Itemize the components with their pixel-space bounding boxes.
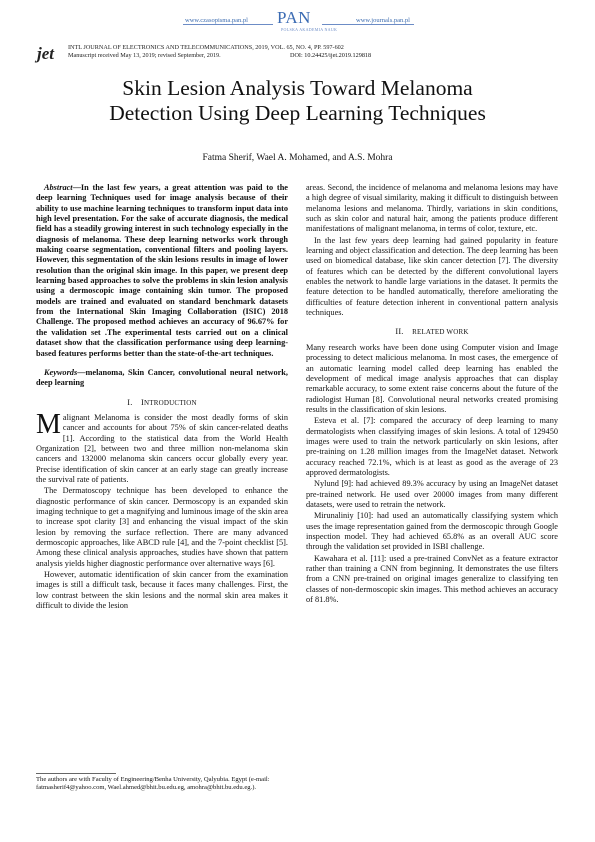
abstract-paragraph	[36, 183, 288, 359]
paper-title	[40, 76, 555, 126]
footnote-rule	[36, 773, 116, 774]
related-paragraph-1: Many research works have been done using Computer vision and Image processing to detect malicious melanoma. In most cases, the emergence of an automatic learning model called deep learning has enabled the development of medical image analysis approaches that can display remarkable accuracy, to some extent raise concerns about the future of the radiologist Human [8]. Convolutional neural networks created promising results in the classification of skin lesions.	[306, 342, 558, 414]
drop-cap: M	[36, 408, 61, 440]
intro-paragraph-4: In the last few years deep learning had gained popularity in feature learning and object classification and detection. The deep learning has been used on biomedical database, like skin cancer detection [7]. The diversity of features which can be detected by the different convolutional layers enables the network to handle large variations in the dataset. It permits the feature detection to be handled automatically, therefore ameliorating the difficulties of feature detection inherent in conventional pattern analysis techniques.	[306, 235, 558, 318]
related-paragraph-4: Mirunaliniy [10]: had used an automatically classifying system which uses the image representation gained from the dermoscopic through Google inspection model. They had achieved 65.8% as an overall AUC score through the validation set provided in ISBI challenge.	[306, 511, 558, 552]
keywords-paragraph	[36, 368, 288, 389]
author-affiliation-footnote: The authors are with Faculty of Engineering/Benha University, Qalyubia. Egypt (e-mail: fatmasherif4@yahoo.com, Wael.ahmed@bhit.bu.edu.eg, amohra@bhit.bu.edu.eg.).	[36, 776, 270, 791]
intro-paragraph-1: Malignant Melanoma is consider the most deadly forms of skin cancer and accounts for about 75% of skin cancer-related deaths [1]. According to the statistical data from the World Health Organization [2], between two and three million non-melanoma skin cancers and 132000 melanoma skin cancers occur globally every year. Precise identification of skin cancer at an early stage can greatly increase the survival rate of patients.	[36, 408, 288, 484]
right-column	[306, 183, 558, 606]
intro-paragraph-3: However, automatic identification of skin cancer from the examination images is still a difficult task, because it faces many challenges. First, the low contrast between the skin lesions and the normal skin area makes it difficult to divide the lesion	[36, 570, 288, 611]
intro-paragraph-2: The Dermatoscopy technique has been developed to enhance the diagnostic performance of skin cancer. Dermoscopy is an expanded skin imaging technique to get a magnifying and luminous image of the skin area to increase spot clarity [3] and enhancing the visual impact of the skin lesion by removing the surface reflection. There are many advanced dermoscopic approaches, like ABCD rule [4], and the 7-point checklist [5]. Among these clinical analysis approaches, studies have shown that pattern analysis yields higher diagnostic performance over alternative ways [6].	[36, 486, 288, 568]
doi-label: DOI: 10.24425/ijet.2019.129818	[290, 52, 372, 59]
manuscript-dates: Manuscript received May 13, 2019; revised September, 2019.	[68, 52, 221, 59]
related-paragraph-3: Nylund [9]: had achieved 89.3% accuracy by using an ImageNet dataset pre-trained network. He used over 20000 images from many different datasets, were used to retrain the network.	[306, 479, 558, 509]
header-rule-right	[322, 24, 414, 25]
journal-website-link[interactable]: www.czasopisma.pan.pl	[185, 17, 248, 24]
related-paragraph-2: Esteva et al. [7]: compared the accuracy of deep learning to many dermatologists when classifying images of skin lesions. A total of 129450 images were used to train the network particularly on skin lesions, after pre-training on 1.28 million images from the ImageNet dataset. Network accuracy reached 72.1%, which is at least as good as the average of 23 approved dermatologists.	[306, 416, 558, 477]
section-heading-introduction: I. INTRODUCTION	[127, 397, 197, 407]
intro-paragraph-3-continued: areas. Second, the incidence of melanoma and melanoma lesions may have a high degree of visual similarity, making it difficult to distinguish between melanoma lesions and melanoma. Thirdly, variations in skin conditions, such as skin color and natural hair, among the patients produce different manifestations of malignant melanoma, in terms of color, texture, etc.	[306, 183, 558, 234]
paper-title-line-1: Skin Lesion Analysis Toward Melanoma	[122, 76, 473, 100]
related-paragraph-5: Kawahara et al. [11]: used a pre-trained ConvNet as a feature extractor rather than training a CNN from beginning. It demonstrates the use filters from a CNN pre-trained on original images generalize to classifying ten classes of non-dermoscopic skin images. This method achieves an accuracy of 81.8%.	[306, 553, 558, 605]
abstract-label: Abstract	[44, 183, 73, 192]
pan-logo: PAN	[277, 8, 311, 27]
jet-journal-logo: jet	[37, 44, 54, 63]
keywords-label: Keywords	[44, 367, 78, 377]
journal-citation-line: INTL JOURNAL OF ELECTRONICS AND TELECOMMUNICATIONS, 2019, VOL. 65, NO. 4, PP. 597-602	[68, 44, 344, 51]
header-rule-left	[183, 24, 273, 25]
section-heading-related-work: II. RELATED WORK	[395, 327, 469, 337]
pan-logo-subtitle: POLSKA AKADEMIA NAUK	[281, 27, 338, 32]
left-column	[36, 183, 288, 612]
abstract-text: —In the last few years, a great attention was paid to the deep learning Techniques used for image analysis because of their ability to use machine learning techniques to transform input data into high level presentation. For the sake of accurate diagnosis, the medical field has a steadily growing interest in such technology especially in the diagnosis of melanoma. These deep learning networks work through making coarse segmentation, conventional filters and pooling layers. However, this segmentation of the skin lesions results in image of lower resolution than the original skin image. In this paper, we present deep learning based approaches to solve the problems in skin lesion analysis using a dermoscopic image containing skin tumor. The proposed models are trained and evaluated on standard benchmark datasets from the International Skin Imaging Collaboration (ISIC) 2018 Challenge. The proposed method achieves an accuracy of 96.67% for the validation set .The experimental tests carried out on a clinical dataset show that the classification performance using deep learning-based features performs better than the state-of-the-art techniques.	[36, 183, 288, 358]
journals-website-link[interactable]: www.journals.pan.pl	[356, 17, 410, 24]
paper-title-line-2: Detection Using Deep Learning Techniques	[109, 101, 486, 125]
author-list: Fatma Sherif, Wael A. Mohamed, and A.S. Mohra	[202, 153, 393, 163]
keywords-text: —melanoma, Skin Cancer, convolutional neural network, deep learning	[36, 367, 288, 388]
